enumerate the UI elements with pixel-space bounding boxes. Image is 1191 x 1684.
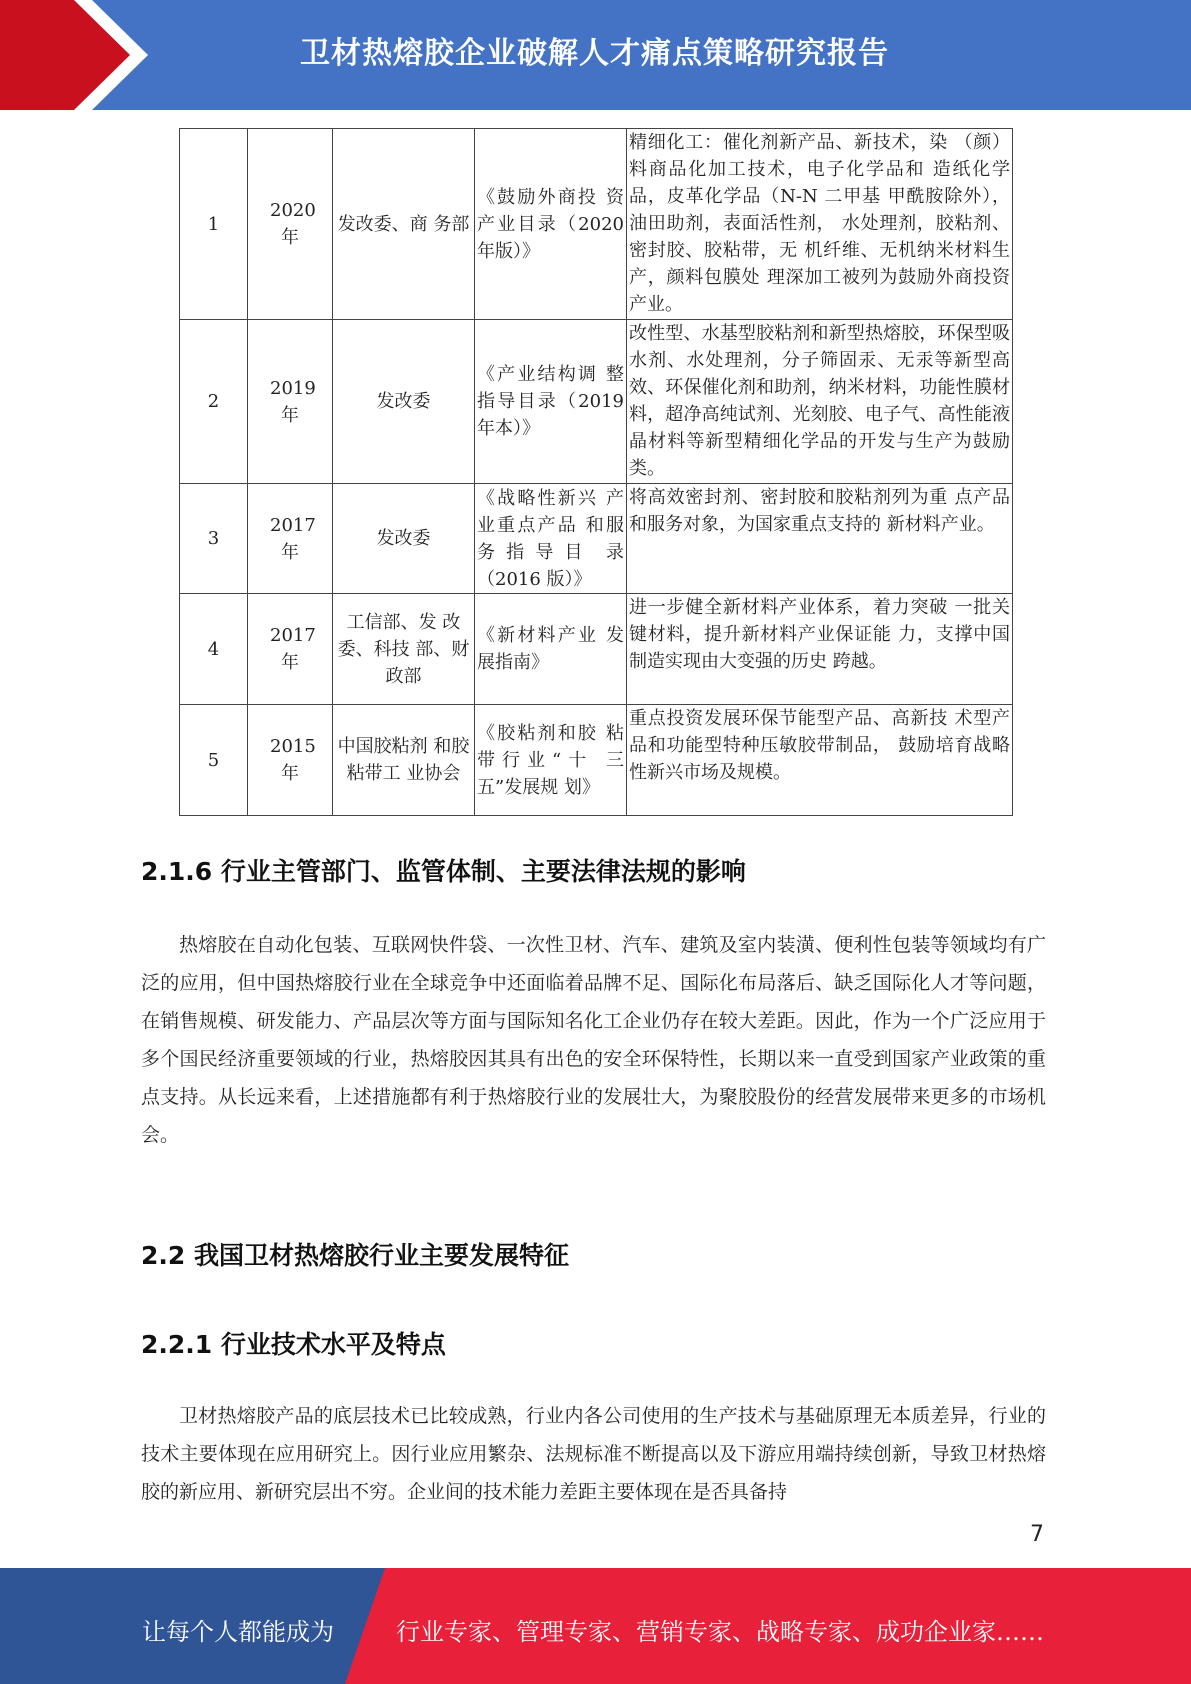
section-heading-2-2-1: 2.2.1 行业技术水平及特点 xyxy=(141,1330,446,1359)
row-content: 改性型、水基型胶粘剂和新型热熔胶，环保型吸水剂、水处理剂，分子筛固汞、无汞等新型高效、环保催化剂和助剂，纳米材料，功能性膜材料，超净高纯试剂、光刻胶、电子气、高性能液晶材料等新型精细化学品的开发与生产为鼓励类。 xyxy=(627,320,1013,484)
section-paragraph-2-1-6: 热熔胶在自动化包装、互联网快件袋、一次性卫材、汽车、建筑及室内装潢、便利性包装等领域均有广泛的应用，但中国热熔胶行业在全球竞争中还面临着品牌不足、国际化布局落后、缺乏国际化人才等问题，在销售规模、研发能力、产品层次等方面与国际知名化工企业仍存在较大差距。因此，作为一个广泛应用于多个国民经济重要领域的行业，热熔胶因其具有出色的安全环保特性，长期以来一直受到国家产业政策的重点支持。从长远来看，上述措施都有利于热熔胶行业的发展壮大，为聚胶股份的经营发展带来更多的市场机会。 xyxy=(141,934,1046,1146)
row-number: 3 xyxy=(180,484,248,594)
table-row xyxy=(180,484,1013,594)
row-document: 《胶粘剂和胶 粘带行业“十 三五”发展规 划》 xyxy=(475,705,627,816)
page-footer xyxy=(0,1568,1191,1684)
section-heading-2-2: 2.2 我国卫材热熔胶行业主要发展特征 xyxy=(141,1241,569,1270)
row-department: 发改委 xyxy=(333,320,475,484)
row-document: 《新材料产业 发展指南》 xyxy=(475,594,627,705)
row-year: 2020年 xyxy=(270,200,316,248)
row-content: 重点投资发展环保节能型产品、高新技 术型产品和功能型特种压敏胶带制品， 鼓励培育战略性新兴市场及规模。 xyxy=(627,705,1013,816)
page-number: 7 xyxy=(1030,1522,1044,1547)
header-chevron-decoration xyxy=(0,0,160,110)
table-row xyxy=(180,320,1013,484)
row-document: 《产业结构调 整指导目录（2019 年本）》 xyxy=(475,320,627,484)
report-title: 卫材热熔胶企业破解人才痛点策略研究报告 xyxy=(300,36,889,71)
table-row xyxy=(180,594,1013,705)
row-number: 4 xyxy=(180,594,248,705)
table-row xyxy=(180,705,1013,816)
row-number: 1 xyxy=(180,129,248,320)
row-content: 精细化工：催化剂新产品、新技术，染 （颜）料商品化加工技术，电子化学品和 造纸化学品，皮革化学品（N-N 二甲基 甲酰胺除外），油田助剂，表面活性剂， 水处理剂，胶粘剂、密封胶、胶粘带，无 机纤维、无机纳米材料生产，颜料包膜处 理深加工被列为鼓励外商投资产业。 xyxy=(627,129,1013,320)
row-document: 《战略性新兴 产业重点产品 和服务 指 导 目 录（2016 版）》 xyxy=(475,484,627,594)
row-year: 2017年 xyxy=(270,514,316,563)
row-document: 《鼓励外商投 资产业目录（2020 年版）》 xyxy=(475,129,627,320)
row-content: 将高效密封剂、密封胶和胶粘剂列为重 点产品和服务对象，为国家重点支持的 新材料产业。 xyxy=(627,484,1013,594)
table-row xyxy=(180,129,1013,320)
row-department: 工信部、发 改委、科技 部、财政部 xyxy=(333,594,475,705)
row-department: 发改委、商 务部 xyxy=(333,129,475,320)
row-year: 2015年 xyxy=(270,736,316,784)
row-number: 5 xyxy=(180,705,248,816)
page-header xyxy=(0,0,1191,110)
row-content: 进一步健全新材料产业体系，着力突破 一批关键材料，提升新材料产业保证能 力，支撑中国制造实现由大变强的历史 跨越。 xyxy=(627,594,1013,705)
section-heading-2-1-6: 2.1.6 行业主管部门、监管体制、主要法律法规的影响 xyxy=(141,857,746,886)
row-department: 中国胶粘剂 和胶粘带工 业协会 xyxy=(333,705,475,816)
section-paragraph-2-2-1: 卫材热熔胶产品的底层技术已比较成熟，行业内各公司使用的生产技术与基础原理无本质差异，行业的技术主要体现在应用研究上。因行业应用繁杂、法规标准不断提高以及下游应用端持续创新，导致卫材热熔胶的新应用、新研究层出不穷。企业间的技术能力差距主要体现在是否具备持 xyxy=(141,1405,1046,1503)
row-department: 发改委 xyxy=(333,484,475,594)
footer-slogan-left: 让每个人都能成为 xyxy=(142,1618,334,1646)
row-year: 2019年 xyxy=(270,377,316,426)
row-year: 2017年 xyxy=(270,625,316,673)
row-number: 2 xyxy=(180,320,248,484)
footer-slogan-right: 行业专家、管理专家、营销专家、战略专家、成功企业家…… xyxy=(396,1618,1044,1646)
policy-table xyxy=(179,128,1013,816)
